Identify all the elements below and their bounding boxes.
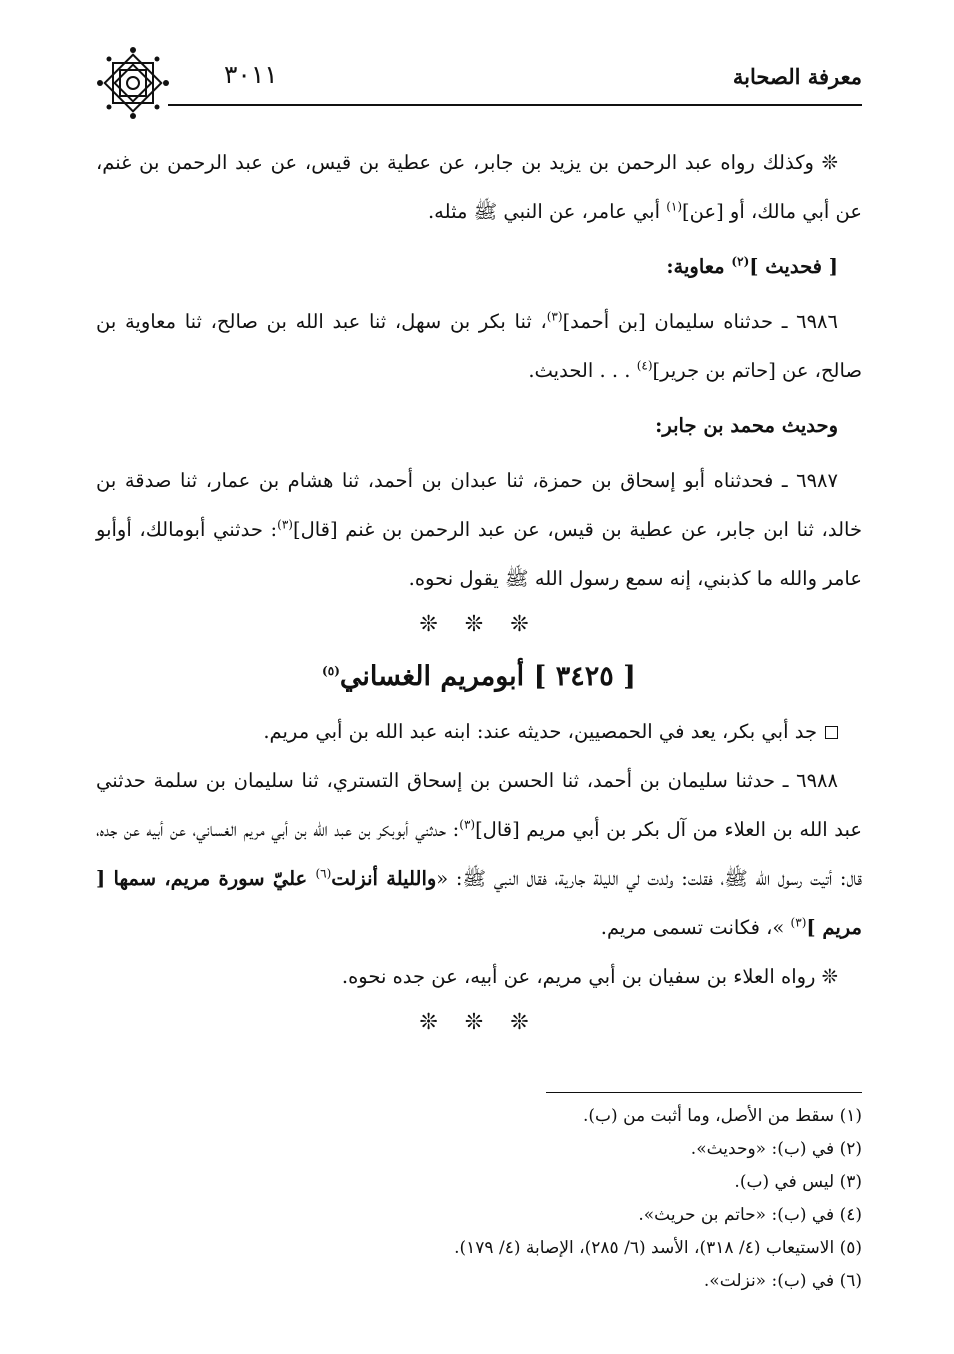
- hadith-6987: ٦٩٨٧ ـ فحدثناه أبو إسحاق بن حمزة، ثنا عبدان بن أحمد، ثنا هشام بن عمار، ثنا صدقة بن خالد، ثنا ابن جابر، عن عطية بن قيس، عن عبد الرحمن بن غنم [قال]$^{(٣)}$: حدثني أبومالك، أوأبو عامر والله ما كذبني، إنه سمع رسول الله ﷺ يقول نحوه.: [96, 469, 863, 590]
- main-text: [96, 138, 862, 1045]
- section-divider: ❊ ❊ ❊: [419, 1010, 539, 1035]
- hadith-6988: ٦٩٨٨ ـ حدثنا سليمان بن أحمد، ثنا الحسن بن إسحاق التستري، ثنا سليمان بن سلمة حدثني عبد الله بن العلاء من آل بكر بن أبي مريم [قال]$^{(٣)}$: حدثني أبوبكر بن عبد الله بن أبي مريم الغساني، عن أبيه عن جده، قال: أتيت رسول الله ﷺ، فقلت: ولدت لي الليلة جارية، فقال النبي ﷺ: «والليلة أنزلت$^{(٦)}$ عليّ سورة مريم، سمها [ مريم ]$^{(٣)}$ »، فكانت تسمى مريم.: [96, 769, 862, 939]
- header-rule: [168, 104, 862, 106]
- page-number: ٣٠١١: [224, 60, 278, 89]
- footnote: (١) سقط من الأصل، وما أثبت من (ب).: [583, 1106, 862, 1126]
- footnotes: [96, 1100, 862, 1298]
- footnote: (٣) ليس في (ب).: [734, 1172, 862, 1192]
- section-divider: ❊ ❊ ❊: [419, 612, 539, 637]
- footnote-rule: [546, 1092, 862, 1093]
- page-header: [96, 56, 862, 106]
- paragraph: ❊ وكذلك رواه عبد الرحمن بن يزيد بن جابر، عن عطية بن قيس، عن عبد الرحمن بن غنم، عن أبي مالك، أو [عن]$^{(١)}$ أبي عامر، عن النبي ﷺ مثله.: [96, 151, 862, 223]
- footnote: (٦) في (ب): «نزلت».: [703, 1271, 862, 1291]
- square-bullet-icon: [825, 726, 838, 739]
- biography-note: جد أبي بكر، يعد في الحمصيين، حديثه عند: ابنه عبد الله بن أبي مريم.: [96, 707, 862, 756]
- ornament-icon: [96, 46, 170, 120]
- footnote: (٥) الاستيعاب (٤/ ٣١٨)، الأسد (٦/ ٢٨٥)، الإصابة (٤/ ١٧٩).: [454, 1238, 862, 1258]
- paragraph: ❊ رواه العلاء بن سفيان بن أبي مريم، عن أبيه، عن جده نحوه.: [341, 965, 838, 988]
- footnote: (٤) في (ب): «حاتم بن حريث».: [638, 1205, 862, 1225]
- hadith-6986: ٦٩٨٦ ـ حدثناه سليمان [بن أحمد]$^{(٣)}$، ثنا بكر بن سهل، ثنا عبد الله بن صالح، ثنا معاوية بن صالح، عن [حاتم بن جرير]$^{(٤)}$ . . . الحديث.: [96, 309, 862, 382]
- subheading: [ فحديث ]$^{(٢)}$ معاوية:: [666, 254, 838, 278]
- book-title: معرفة الصحابة: [732, 64, 862, 89]
- subheading: وحديث محمد بن جابر:: [655, 414, 838, 437]
- section-title: [ ٣٤٢٥ ] أبومريم الغساني$^{(٥)}$: [322, 661, 636, 692]
- footnote: (٢) في (ب): «وحديث».: [690, 1139, 862, 1159]
